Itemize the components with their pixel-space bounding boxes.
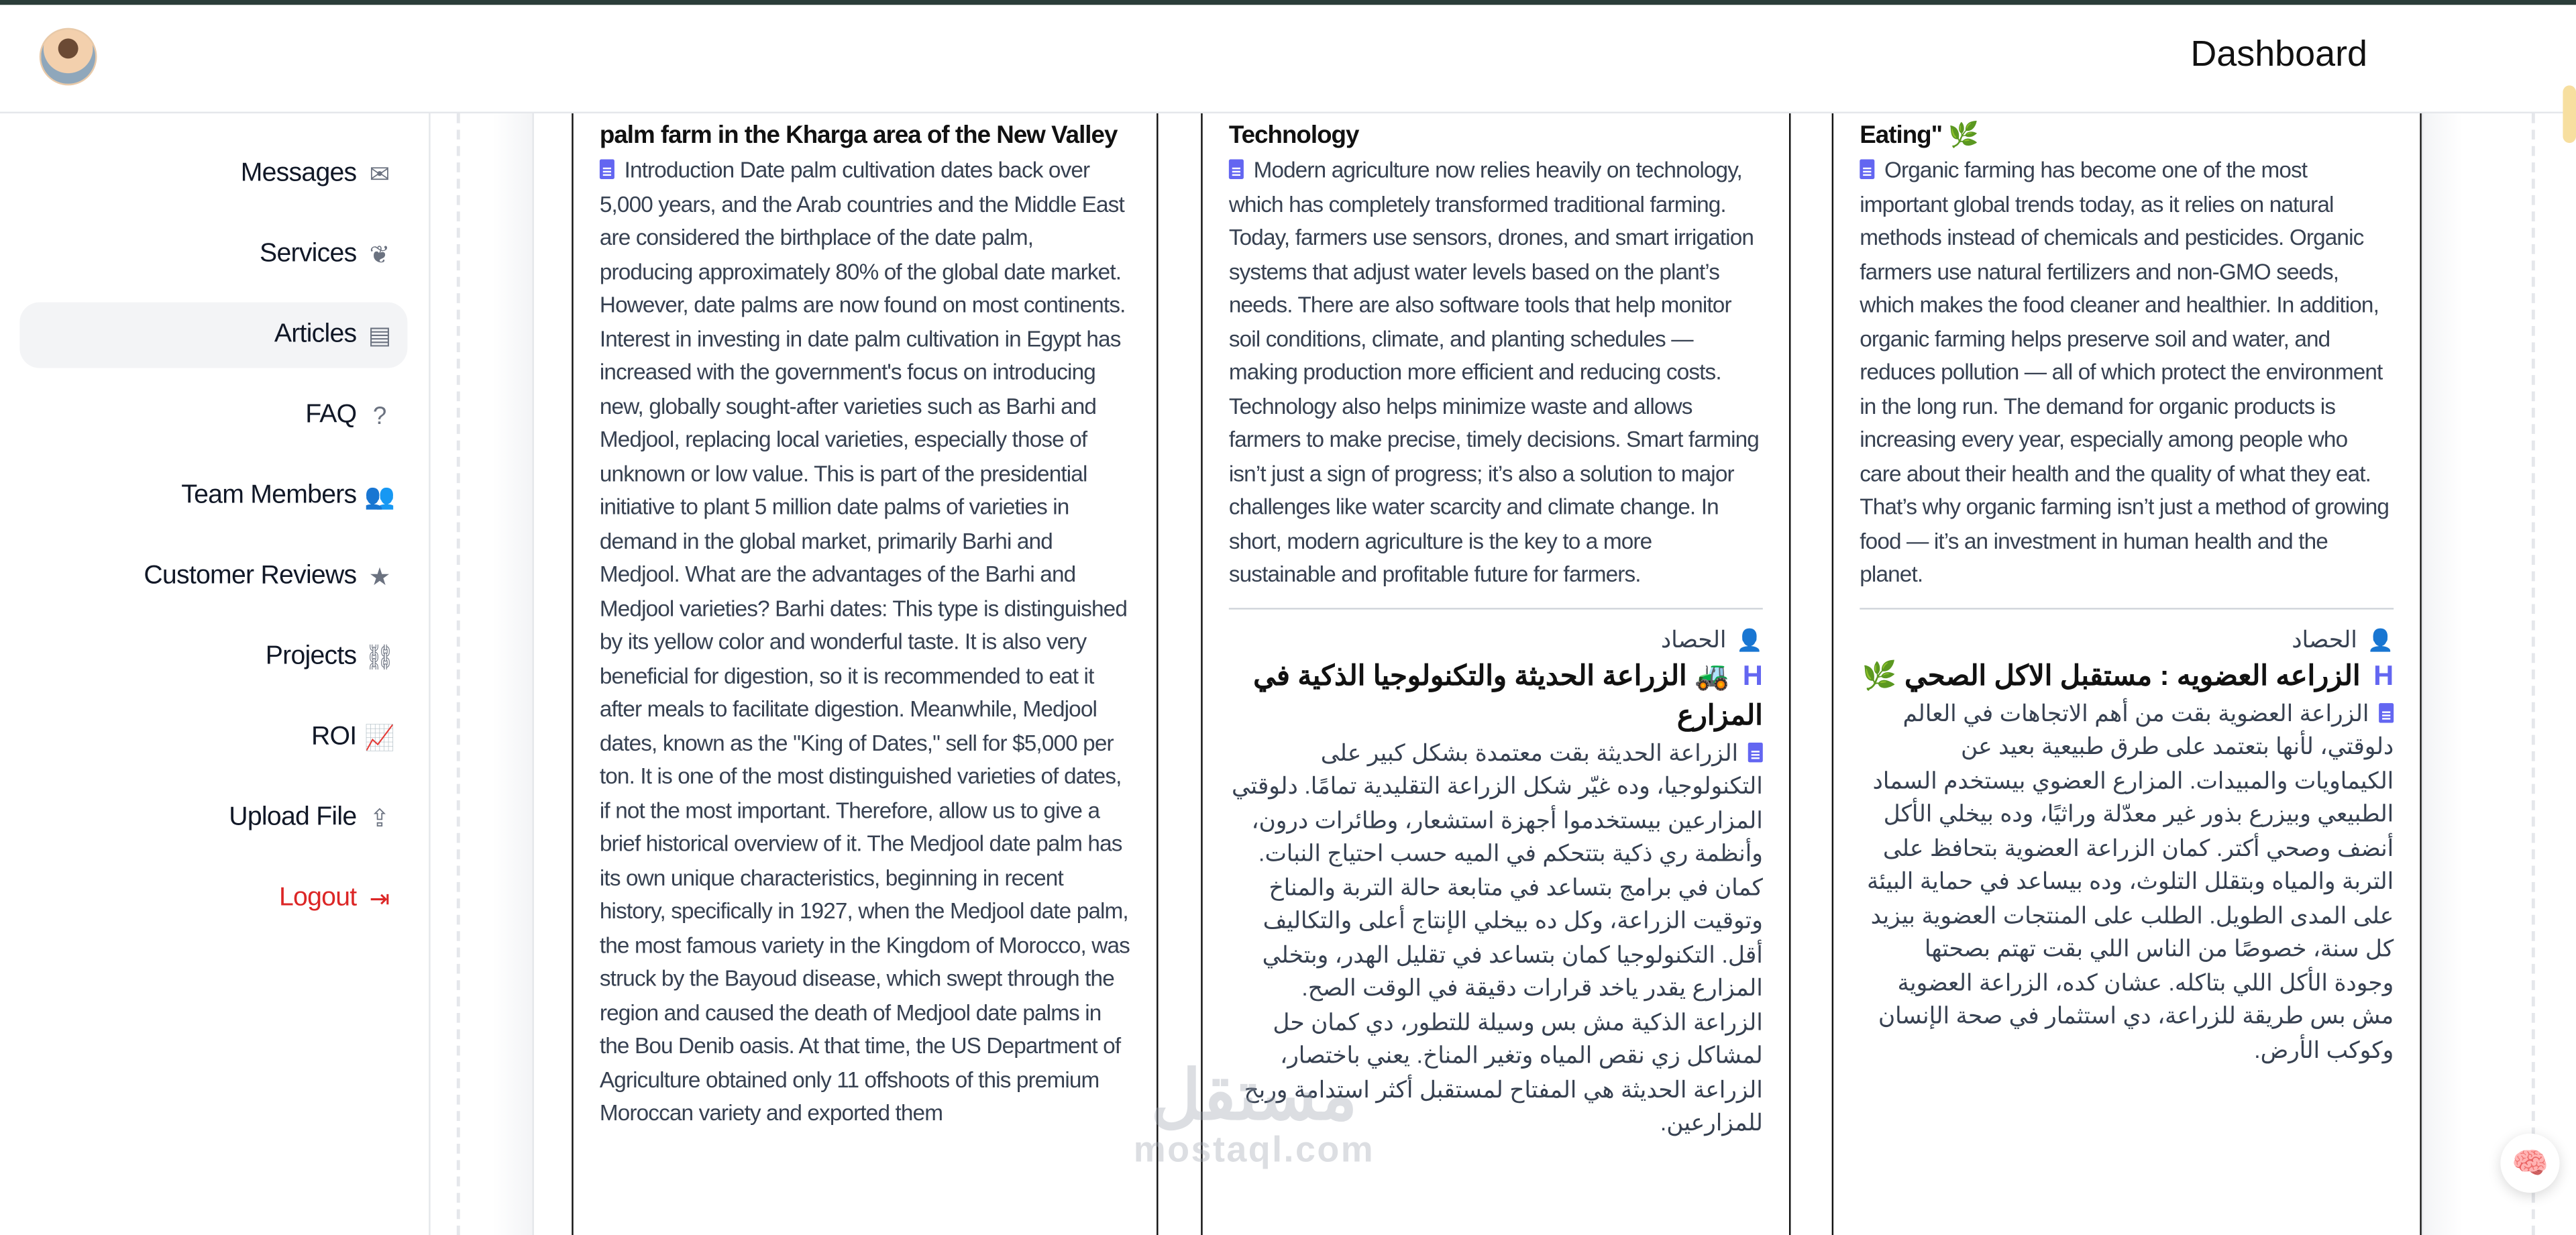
sidebar-item-services[interactable] [19,222,407,288]
sidebar-item-label: Customer Reviews [144,561,357,590]
user-icon: 👤 [1736,627,1763,652]
sidebar-item-roi[interactable] [19,705,407,771]
newspaper-icon: ▤ [368,322,391,350]
article-body: Organic farming has become one of the most important global trends today, as it relies on natural methods instead of chemicals and pesticides. Organic farmers use natural fertilizers and non-GMO seeds, which makes the food cleaner and healthier. In addition, organic farming helps preserve soil and water, and reduces pollution — all of which protect the environment in the long run. The demand for organic products is increasing every year, especially among people who care about their health and the quality of what they eat. That’s why organic farming isn’t just a method of growing food — it’s an investment in human health and the planet. [1860,158,2390,587]
file-icon [1860,160,1874,179]
sidebar-item-articles[interactable] [19,303,407,368]
content-edge [493,113,534,1235]
scrollbar-thumb[interactable] [2563,85,2576,143]
upload-icon: ⇪ [369,805,390,833]
question-circle-icon: ? [372,401,386,430]
sidebar-item-logout[interactable] [19,866,407,932]
watermark: مستقل mostaql.com [1133,1056,1375,1170]
sidebar-item-label: Upload File [229,803,357,832]
file-icon [2379,702,2394,722]
article-author: 👤الحصاد [2292,625,2394,652]
sidebar-item-faq[interactable] [19,383,407,449]
divider [1229,607,1763,608]
sidebar-item-label: Team Members [181,481,357,510]
article-card [572,113,1158,1235]
heading-icon: H [1742,659,1763,691]
sidebar [0,113,431,1235]
article-title: Eating" 🌿 [1860,121,1979,150]
article-body-arabic: الزراعة العضوية بقت من أهم الاتجاهات في العالم دلوقتي، لأنها بتعتمد على طرق طبيعية بعيد عن الكيماويات والمبيدات. المزارع العضوي بيستخدم السماد الطبيعي وبيزرع بذور غير معدّلة وراثيًا، وده بيخلي الأكل أنضف وصحي أكتر. كمان الزراعة العضوية بتحافظ على التربة والمياه وبتقلل التلوث، وده بيساعد في حماية البيئة على المدى الطويل. الطلب على المنتجات العضوية بيزيد كل سنة، خصوصًا من الناس اللي بقت تهتم بصحتها وجودة الأكل اللي بتاكله. عشان كده، الزراعة العضوية مش بس طريقة للزراعة، دي استثمار في صحة الإنسان وكوكب الأرض. [1866,699,2394,1063]
sidebar-item-label: ROI [311,722,357,751]
file-icon [600,160,614,179]
sidebar-item-customer-reviews[interactable] [19,544,407,610]
sidebar-item-label: Services [260,239,357,268]
top-accent-bar [0,0,2576,5]
wheat-icon: ❦ [369,241,390,270]
sidebar-item-team-members[interactable] [19,464,407,529]
divider [1860,607,2394,608]
sidebar-item-upload-file[interactable] [19,786,407,851]
sidebar-item-label: FAQ [305,400,357,429]
star-icon: ★ [368,563,390,592]
sidebar-item-projects[interactable] [19,625,407,690]
herb-emoji: 🌿 [1862,659,1897,691]
article-body: Modern agriculture now relies heavily on technology, which has completely transformed traditional farming. Today, farmers use sensors, drones, and smart irrigation systems that adjust water levels based on the plant’s needs. There are also software tools that help monitor soil conditions, climate, and planting schedules — making production more efficient and reducing costs. Technology also helps minimize waste and allows farmers to make precise, timely decisions. Smart farming isn’t just a sign of progress; it’s also a solution to major challenges like water scarcity and climate change. In short, modern agriculture is the key to a more sustainable and profitable future for farmers. [1228,158,1759,587]
header [0,5,2576,113]
avatar[interactable] [40,28,97,86]
sidebar-item-label: Articles [274,320,357,349]
tractor-emoji: 🚜 [1695,659,1730,691]
article-card [1832,113,2422,1235]
article-title-arabic: Hالزراعه العضويه : مستقبل الاكل الصحي 🌿 [1862,659,2394,691]
divider [2532,113,2535,1235]
content-edge [2422,113,2463,1235]
divider [457,113,460,1235]
file-icon [1748,742,1763,761]
assistant-button[interactable] [2500,1134,2559,1193]
article-title-arabic: H🚜 الزراعة الحديثة والتكنولوجيا الذكية في المزارع [1253,659,1763,731]
brain-icon: 🧠 [2511,1146,2548,1179]
chart-line-icon: 📈 [364,724,395,753]
article-title: palm farm in the Kharga area of the New Valley [599,121,1118,150]
article-author: 👤الحصاد [1660,625,1763,652]
sidebar-item-label: Messages [240,159,357,188]
article-body: Introduction Date palm cultivation dates back over 5,000 years, and the Arab countries and the Middle East are considered the birthplace of the date palm, producing approximately 80% of the global date market. However, date palms are now found on most continents. Interest in investing in date palm cultivation in Egypt has increased with the government's focus on introducing new, globally sought-after varieties such as Barhi and Medjool, replacing local varieties, especially those of unknown or low value. This is part of the presidential initiative to plant 5 million date palms of varieties in demand in the global market, primarily Barhi and Medjool. What are the advantages of the Barhi and Medjool varieties? Barhi dates: This type is distinguished by its yellow color and wonderful taste. It is also very beneficial for digestion, so it is recommended to eat it after meals to facilitate digestion. Meanwhile, Medjool dates, known as the "King of Dates," sell for $5,000 per ton. It is one of the most distinguished varieties of dates, if not the most important. Therefore, allow us to give a brief historical overview of it. The Medjool date palm has its own unique characteristics, beginning in recent history, specifically in 1927, when the Medjool date palm, the most famous variety in the Kingdom of Morocco, was struck by the Bayoud disease, which swept through the region and caused the death of Medjool date palms in the Bou Denib oasis. At that time, the US Department of Agriculture obtained only 11 offshoots of this premium Moroccan variety and exported them [599,158,1130,1126]
sidebar-item-messages[interactable] [19,142,407,207]
users-icon: 👥 [364,483,395,511]
article-title: Technology [1228,121,1359,150]
user-icon: 👤 [2367,627,2394,652]
sidebar-item-label: Logout [278,883,357,912]
file-icon [1229,160,1244,179]
herb-emoji: 🌿 [1948,121,1979,150]
heading-icon: H [2373,659,2394,691]
sign-out-icon: ⇥ [369,885,390,914]
diagram-icon: ⛓ [364,644,395,672]
sidebar-item-label: Projects [265,642,357,671]
envelope-icon: ✉ [369,161,390,189]
article-body-arabic: الزراعة الحديثة بقت معتمدة بشكل كبير على التكنولوجيا، وده غيّر شكل الزراعة التقليدية تمامًا. دلوقتي المزارعين بيستخدموا أجهزة استشعار، وطائرات درون، وأنظمة ري ذكية بتتحكم في الميه حسب احتياج النبات. كمان في برامج بتساعد في متابعة حالة التربة والمناخ وتوقيت الزراعة، وكل ده بيخلي الإنتاج أعلى والتكاليف أقل. التكنولوجيا كمان بتساعد في تقليل الهدر، وبتخلي المزارع يقدر ياخد قرارات دقيقة في الوقت الصح. الزراعة الذكية مش بس وسيلة للتطور، دي كمان حل لمشاكل زي نقص المياه وتغير المناخ. يعني باختصار، الزراعة الحديثة هي المفتاح لمستقبل أكثر استدامة وربح للمزارعين. [1231,738,1763,1136]
page-title: Dashboard [2190,32,2368,74]
